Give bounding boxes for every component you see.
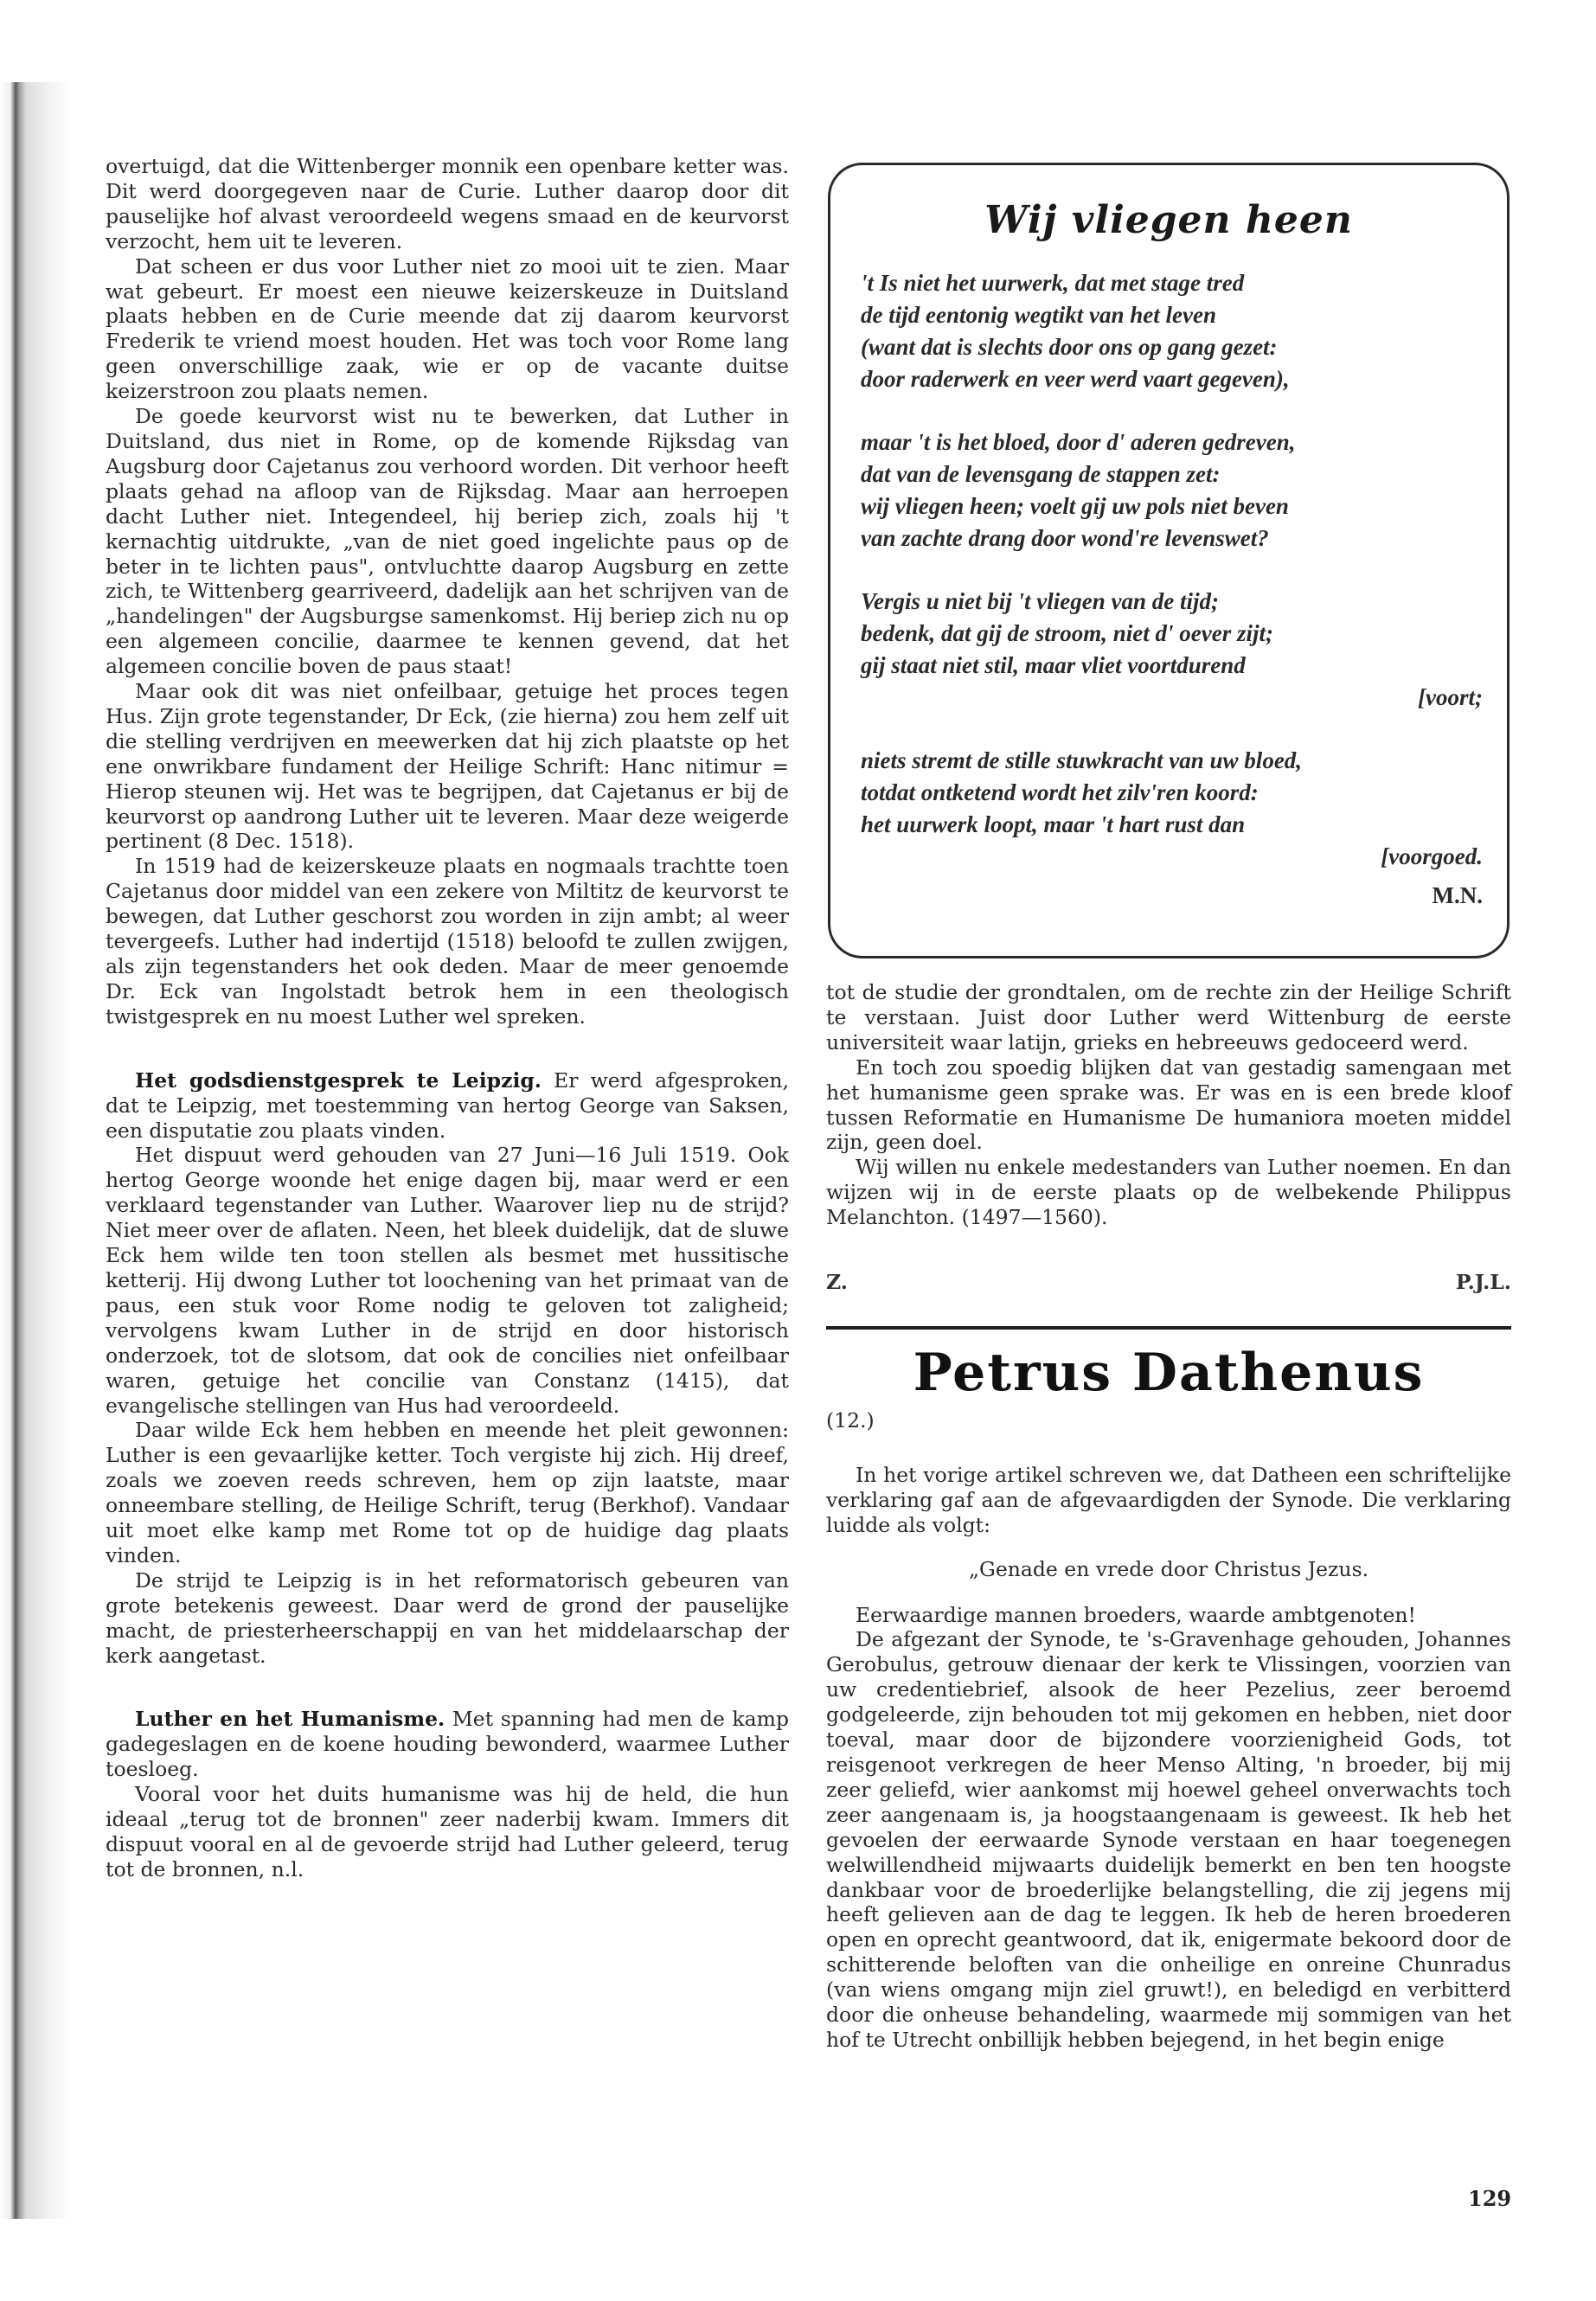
letter-greeting: „Genade en vrede door Christus Jezus. — [968, 1556, 1369, 1581]
poem-stanza — [861, 745, 1483, 873]
paragraph: Het dispuut werd gehouden van 27 Juni—16 Juli 1519. Ook hertog George woonde het enige dagen bij, maar werd er een verklaard tegenstander van Luther. Waarover liep nu de strijd? Niet meer over de aflaten. Neen, het bleek duidelijk, dat de sluwe Eck hem wilde ten toon stellen als besmet met hussitische ketterij. Hij dwong Luther tot loochening van het primaat van de paus, een stuk voor Rome nodig te geloven tot zaligheid; vervolgens kwam Luther in de strijd en door historisch onderzoek, tot de slotsom, dat ook de concilies niet onfeilbaar waren, getuige het concilie van Constanz (1415), dat evangelische stellingen van Hus had veroordeeld. — [106, 1143, 789, 1418]
signature-right: P.J.L. — [1455, 1270, 1511, 1294]
poem-line: dat van de levensgang de stappen zet: — [861, 461, 1221, 487]
poem-line: het uurwerk loopt, maar 't hart rust dan — [861, 811, 1246, 837]
paragraph: De goede keurvorst wist nu te bewerken, dat Luther in Duitsland, dus niet in Rome, op de komende Rijksdag van Augsburg door Cajetanus zou verhoord worden. Dit verhoor heeft plaats gehad na afloop van de Rijksdag. Maar aan herroepen dacht Luther niet. Integendeel, hij beriep zich, zoals hij 't kernachtig uitdrukte, „van de niet goed ingelichte paus op de beter in te lichten paus", ontvluchtte daarop Augsburg en zette zich, te Wittenberg gearriveerd, dadelijk aan het schrijven van de „handelingen" der Augsburgse samenkomst. Hij beriep zich nu op een algemeen concilie, daarmee te kennen gevend, dat het algemeen concilie boven de paus staat! — [106, 404, 789, 679]
poem-line: niets stremt de stille stuwkracht van uw bloed, — [861, 747, 1303, 773]
section-heading-leipzig: Het godsdienstgesprek te Leipzig. — [135, 1067, 542, 1093]
paragraph: De strijd te Leipzig is in het reformatorisch gebeuren van grote betekenis geweest. Daar werd de grond der pauselijke macht, de priesterheerschappij en van het middelaarschap der kerk aangetast. — [106, 1567, 789, 1668]
article-signature-row — [826, 1270, 1511, 1294]
poem-line: Vergis u niet bij 't vliegen van de tijd; — [861, 588, 1219, 614]
left-column — [106, 154, 789, 1882]
poem-line: gij staat niet stil, maar vliet voortdurend — [861, 652, 1246, 678]
poem-line: van zachte drang door wond're levenswet? — [861, 525, 1269, 551]
paragraph: Dat scheen er dus voor Luther niet zo mooi uit te zien. Maar wat gebeurt. Er moest een nieuwe keizerskeuze in Duitsland plaats hebben en de Curie meende dat zij daarom keurvorst Frederik te vriend moest houden. Het was toch voor Rome lang geen onverschillige zaak, wie er op de vacante duitse keizerstroon zou plaats nemen. — [106, 253, 789, 404]
poem-line-continuation: [voort; — [1418, 684, 1483, 710]
paragraph: In het vorige artikel schreven we, dat Datheen een schriftelijke verklaring gaf aan de afgevaardigden der Synode. Die verklaring luidde als volgt: — [826, 1462, 1511, 1537]
poem-line: de tijd eentonig wegtikt van het leven — [861, 302, 1216, 328]
page-binding-shadow — [0, 82, 69, 2219]
poem-box — [828, 163, 1509, 958]
poem-signature: M.N. — [1432, 882, 1483, 908]
paragraph: En toch zou spoedig blijken dat van gestadig samengaan met het humanisme geen sprake was. Er was en is een brede kloof tussen Reformatie en Humanisme De humaniora moeten middel zijn, geen doel. — [826, 1054, 1511, 1155]
poem-line: wij vliegen heen; voelt gij uw pols niet beven — [861, 493, 1289, 519]
poem-line: bedenk, dat gij de stroom, niet d' oever zijt; — [861, 620, 1273, 646]
poem-line: 't Is niet het uurwerk, dat met stage tred — [861, 270, 1245, 296]
lead-text: Er werd afgesproken, dat te Leipzig, met toestemming van hertog George van Saksen, een disputatie zou plaats vinden. — [106, 1067, 789, 1143]
letter-salutation: Eerwaardige mannen broeders, waarde ambtgenoten! — [856, 1602, 1416, 1627]
poem-stanza — [861, 426, 1483, 554]
poem-line: maar 't is het bloed, door d' aderen gedreven, — [861, 429, 1296, 455]
paragraph: Maar ook dit was niet onfeilbaar, getuige het proces tegen Hus. Zijn grote tegenstander, Dr Eck, (zie hierna) zou hem zelf uit die stelling verdrijven en meewerken dat hij zich plaatste op het ene onwrikbare fundament der Heilige Schrift: Hanc nitimur = Hierop steunen wij. Het was te begrijpen, dat Cajetanus er bij de keurvorst op aandrong Luther uit te leveren. Maar deze weigerde pertinent (8 Dec. 1518). — [106, 679, 789, 854]
paragraph: De afgezant der Synode, te 's-Gravenhage gehouden, Johannes Gerobulus, getrouw dienaar der kerk te Vlissingen, voorzien van uw credentiebrief, alsook de heer Pezelius, zeer beroemd godgeleerde, zijn behouden tot mij gekomen en hebben, niet door toeval, maar door de bijzondere voorzienigheid Gods, tot reisgenoot verkregen de heer Menso Alting, 'n broeder, bij mij zeer geliefd, wier aankomst mij hoewel geheel onverwachts toch zeer aangenaam is, ja hoogstaangenaam is geweest. Ik heb het gevoelen der eerwaarde Synode verstaan en haar toegenegen welwillendheid mijwaarts duidelijk bemerkt en ben ten hoogste dankbaar voor de broederlijke belangstelling, die zij jegens mij heeft gelieven aan de dag te leggen. Ik heb de heren broederen open en oprecht geantwoord, dat ik, enigermate bekoord door de schitterende beloften van die onheilige en onreine Chunradus (van wiens omgang mijn ziel gruwt!), en beledigd en verbitterd door die onheuse behandeling, waarmede mij sommigen van het hof te Utrecht onbillijk hebben bejegend, in het begin enige — [826, 1627, 1511, 2052]
paragraph: Daar wilde Eck hem hebben en meende het pleit gewonnen: Luther is een gevaarlijke ketter. Toch vergiste hij zich. Hij dreef, zoals we zoeven reeds schreven, hem op zijn laatste, maar onneembare stelling, de Heilige Schrift, terug (Berkhof). Vandaar uit moet elke kamp met Rome tot op de huidige dag plaats vinden. — [106, 1418, 789, 1567]
paragraph: tot de studie der grondtalen, om de rechte zin der Heilige Schrift te verstaan. Juist door Luther werd Wittenburg de eerste universiteit waar latijn, grieks en hebreeuws gedoceerd werd. — [826, 980, 1511, 1054]
poem-line: (want dat is slechts door ons op gang gezet: — [861, 334, 1278, 360]
paragraph: Vooral voor het duits humanisme was hij de held, die hun ideaal „terug tot de bronnen" zeer naderbij kwam. Immers dit dispuut vooral en al de gevoerde strijd had Luther geleerd, terug tot de bronnen, n.l. — [106, 1782, 789, 1881]
poem-line-continuation: [voorgoed. — [1381, 843, 1483, 869]
paragraph: In 1519 had de keizerskeuze plaats en nogmaals trachtte toen Cajetanus door middel van een zekere von Miltitz de keurvorst te bewegen, dat Luther geschorst zou worden in zijn ambt; al weer tevergeefs. Luther had indertijd (1518) beloofd te zullen zwijgen, als zijn tegenstanders het ook deden. Maar de meer genoemde Dr. Eck van Ingolstadt betrok hem in een theologisch twistgesprek en nu moest Luther wel spreken. — [106, 854, 789, 1029]
article-title: Petrus Dathenus — [913, 1343, 1425, 1403]
poem-stanza — [861, 586, 1483, 714]
page-number: 129 — [1468, 2186, 1512, 2211]
poem-line: door raderwerk en veer werd vaart gegeven), — [861, 366, 1290, 392]
section-leipzig-lead — [106, 1068, 789, 1144]
section-heading-humanisme: Luther en het Humanisme. — [135, 1707, 445, 1732]
section-humanisme-lead — [106, 1707, 789, 1782]
section-divider — [826, 1326, 1511, 1330]
right-column-continuation — [826, 980, 1511, 1230]
paragraph: overtuigd, dat die Wittenberger monnik een openbare ketter was. Dit werd doorgegeven naar de Curie. Luther daarop door dit pauselijke hof alvast veroordeeld wegens smaad en de keurvorst verzocht, hem uit te leveren. — [106, 154, 789, 253]
poem-line: totdat ontketend wordt het zilv'ren koord: — [861, 779, 1259, 805]
paragraph: Wij willen nu enkele medestanders van Luther noemen. En dan wijzen wij in de eerste plaats op de welbekende Philippus Melanchton. (1497—1560). — [826, 1155, 1511, 1230]
poem-body — [861, 267, 1483, 912]
poem-title: Wij vliegen heen — [984, 198, 1353, 242]
poem-stanza — [861, 267, 1483, 395]
article-part-number: (12.) — [826, 1408, 875, 1433]
lead-text: Met spanning had men de kamp gadegeslagen en de koene houding bewonderd, waarmee Luther toesloeg. — [106, 1707, 789, 1782]
dathenus-article-body — [826, 1408, 1511, 2053]
signature-left: Z. — [826, 1270, 848, 1294]
